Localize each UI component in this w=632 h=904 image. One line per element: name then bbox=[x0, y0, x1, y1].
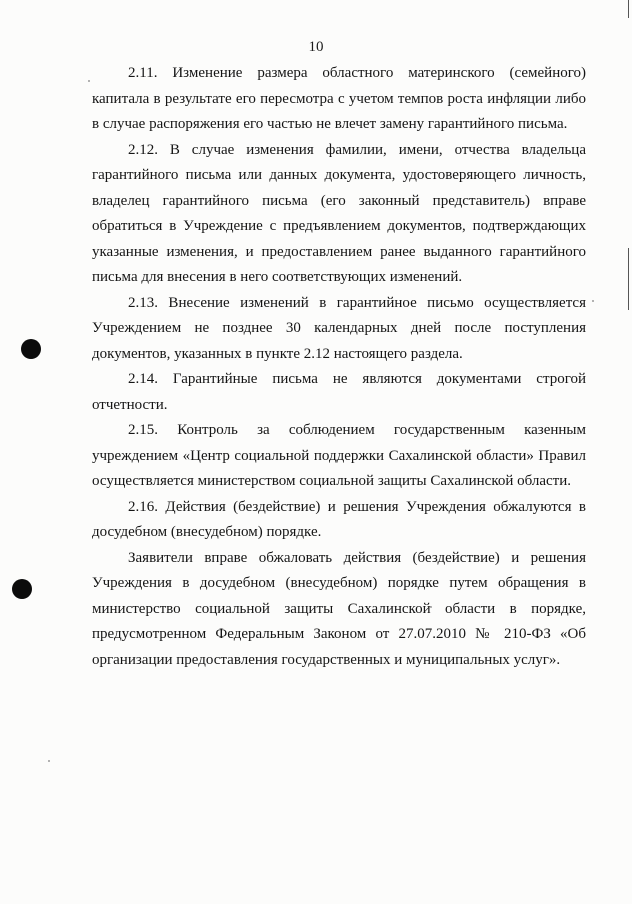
document-body bbox=[92, 61, 586, 673]
punch-hole bbox=[21, 339, 41, 359]
paragraph-2-12: 2.12. В случае изменения фамилии, имени, отчества владельца гарантийного письма или данных документа, удостоверяющего личность, владелец гарантийного письма (его законный представитель) вправе обратиться в Учреждение с предъявлением документов, подтверждающих указанные изменения, и предоставлением ранее выданного гарантийного письма для внесения в него соответствующих изменений. bbox=[92, 141, 586, 285]
paragraph-2-14: 2.14. Гарантийные письма не являются документами строгой отчетности. bbox=[92, 371, 586, 413]
paragraph-2-16: 2.16. Действия (бездействие) и решения Учреждения обжалуются в досудебном (внесудебном) порядке. bbox=[92, 498, 586, 540]
scan-edge-line bbox=[628, 248, 629, 310]
paragraph-2-15: 2.15. Контроль за соблюдением государственным казенным учреждением «Центр социальной поддержки Сахалинской области» Правил осуществляется министерством социальной защиты Сахалинской области. bbox=[92, 422, 586, 489]
scan-speck bbox=[88, 80, 90, 82]
scan-speck bbox=[48, 760, 50, 762]
scan-edge-line bbox=[628, 0, 629, 18]
punch-hole bbox=[12, 579, 32, 599]
scan-speck bbox=[592, 300, 594, 302]
paragraph-2-13: 2.13. Внесение изменений в гарантийное письмо осуществляется Учреждением не позднее 30 календарных дней после поступления документов, указанных в пункте 2.12 настоящего раздела. bbox=[92, 294, 586, 362]
paragraph-2-11: 2.11. Изменение размера областного материнского (семейного) капитала в результате его пересмотра с учетом темпов роста инфляции либо в случае распоряжения его частью не влечет замену гарантийного письма. bbox=[92, 65, 586, 132]
paragraph-appeal-rights: Заявители вправе обжаловать действия (бездействие) и решения Учреждения в досудебном (внесудебном) порядке путем обращения в министерство социальной защиты Сахалинской области в порядке, предусмотренном Федеральным Законом от 27.07.2010 № 210-ФЗ «Об организации предоставления государственных и муниципальных услуг». bbox=[92, 549, 586, 668]
page-number: 10 bbox=[308, 39, 324, 55]
